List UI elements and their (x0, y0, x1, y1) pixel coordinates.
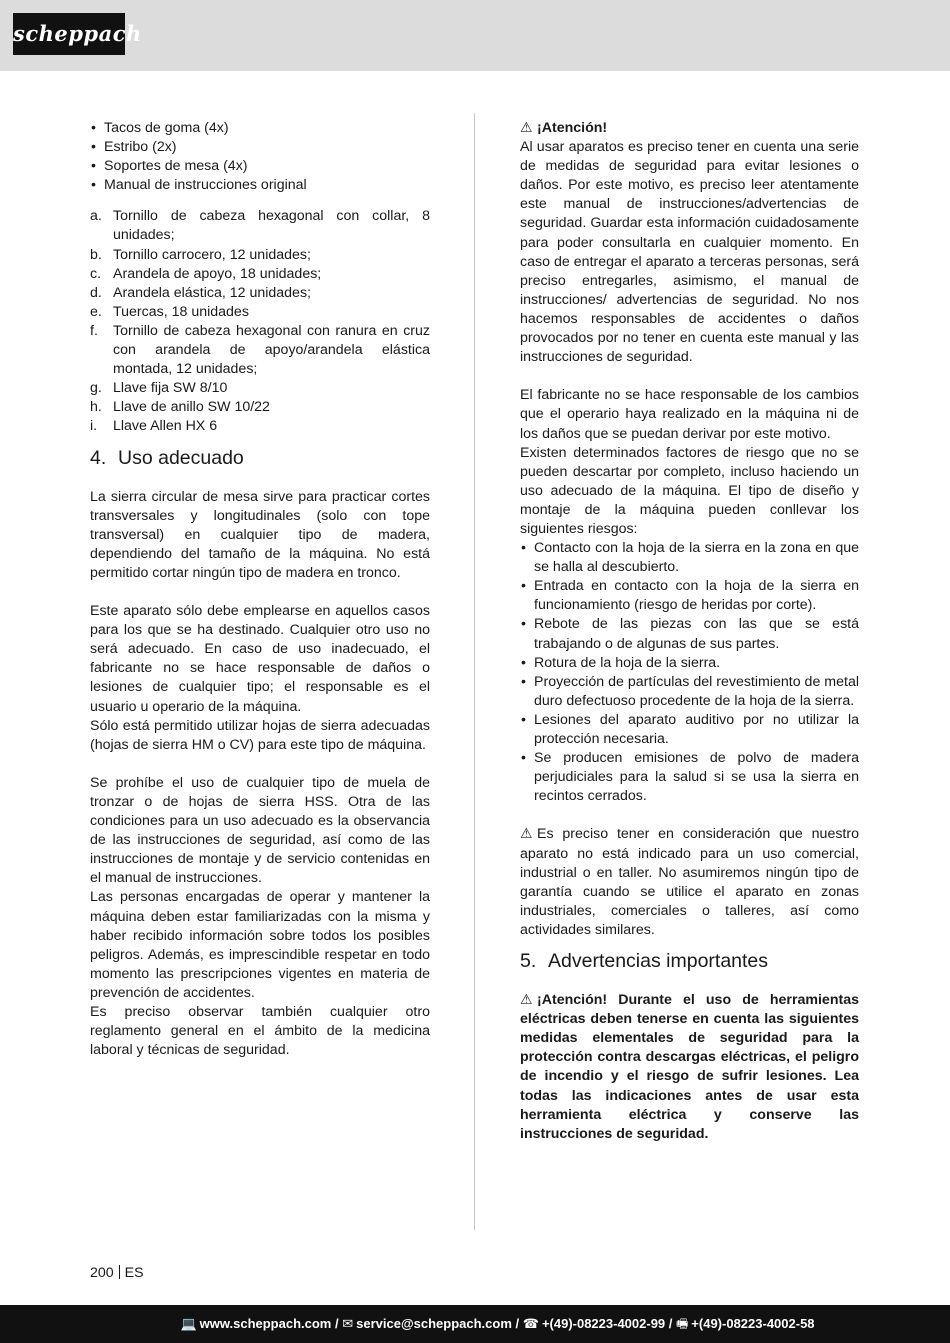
list-item: f. Tornillo de cabeza hexagonal con ranura en cruz con arandela de apoyo/arandela elástica montada, 12 unidades; (90, 322, 430, 378)
paragraph: La sierra circular de mesa sirve para practicar cortes transversales y longitudinales (solo con tope transversal) en cualquier tipo de madera, dependiendo del tamaño de la máquina. No está permitido cortar ningún tipo de madera en tronco. (90, 488, 430, 581)
warning-icon: ⚠ (520, 992, 533, 1009)
mail-icon: ✉ (342, 1316, 354, 1331)
paragraph: Se prohíbe el uso de cualquier tipo de muela de tronzar o de hojas de sierra HSS. Otra de las condiciones para un uso adecuado es la observancia de las instrucciones de seguridad, así como de las instrucciones de montaje y de servicio contenidas en el manual de instrucciones. (90, 774, 430, 887)
list-item: • Entrada en contacto con la hoja de la sierra en funcionamiento (riesgo de heridas por corte). (520, 577, 859, 615)
right-column (520, 119, 859, 1144)
fax-number: +(49)-08223-4002-58 (691, 1316, 815, 1331)
parts-list (90, 207, 430, 436)
list-item: • Rebote de las piezas con las que se está trabajando o de algunas de sus partes. (520, 615, 859, 653)
list-item: b. Tornillo carrocero, 12 unidades; (90, 246, 311, 263)
list-item: e. Tuercas, 18 unidades (90, 303, 249, 320)
page-number: 200 ES (90, 1265, 144, 1281)
list-item: d. Arandela elástica, 12 unidades; (90, 284, 311, 301)
list-item: h. Llave de anillo SW 10/22 (90, 399, 270, 416)
list-item: g. Llave fija SW 8/10 (90, 380, 228, 397)
paragraph: ⚠ Es preciso tener en consideración que nuestro aparato no está indicado para un uso comercial, industrial o en taller. No asumiremos ningún tipo de garantía cuando se utilice el aparato en zonas industriales, comerciales o talleres, así como actividades similares. (520, 826, 859, 938)
list-item: c. Arandela de apoyo, 18 unidades; (90, 265, 322, 282)
column-divider (474, 113, 475, 1230)
list-item: i. Llave Allen HX 6 (90, 418, 218, 435)
paragraph: El fabricante no se hace responsable de los cambios que el operario haya realizado en la máquina ni de los daños que se puedan derivar por este motivo. (520, 387, 859, 442)
computer-icon: 💻 (180, 1316, 197, 1331)
list-item: • Estribo (2x) (90, 138, 430, 157)
paragraph: Al usar aparatos es preciso tener en cuenta una serie de medidas de seguridad para evitar lesiones o daños. Por este motivo, es preciso leer atentamente este manual de instrucciones/advertencias de seguridad. Guardar esta información cuidadosamente para poder consultarla en cualquier momento. En caso de entregar el aparato a terceras personas, será preciso entregarles, asimismo, el manual de instrucciones/ advertencias de seguridad. No nos hacemos responsables de accidentes o daños provocados por no tener en cuenta este manual y las instrucciones de seguridad. (520, 139, 859, 366)
paragraph: Las personas encargadas de operar y mantener la máquina deben estar familiarizadas con la misma y haber recibido información sobre todos los posibles peligros. Además, es imprescindible respetar en todo momento las prescripciones vigentes en materia de prevención de accidentes. (90, 889, 430, 1001)
scheppach-logo: scheppach (13, 13, 125, 55)
risk-list (520, 539, 859, 806)
paragraph: Es preciso observar también cualquier otro reglamento general en el ámbito de la medicina laboral y técnicas de seguridad. (90, 1004, 430, 1059)
list-item: • Contacto con la hoja de la sierra en la zona en que se halla al descubierto. (520, 539, 859, 577)
paragraph: Sólo está permitido utilizar hojas de sierra adecuadas (hojas de sierra HM o CV) para este tipo de máquina. (90, 717, 430, 753)
attention-heading: ⚠ ¡Atención! (520, 119, 859, 138)
safety-warning: ⚠ ¡Atención! Durante el uso de herramientas eléctricas deben tenerse en cuenta las siguientes medidas elementales de seguridad para la protección contra descargas eléctricas, el peligro de incendio y el riesgo de sufrir lesiones. Lea todas las indicaciones antes de usar esta herramienta eléctrica y conserve las instrucciones de seguridad. (520, 992, 859, 1142)
paragraph: Existen determinados factores de riesgo que no se pueden descartar por completo, incluso haciendo un uso adecuado de la máquina. El tipo de diseño y montaje de la máquina pueden conllevar los siguientes riesgos: (520, 444, 859, 537)
left-column (90, 119, 430, 1060)
warning-icon: ⚠ (520, 826, 533, 843)
page-header (0, 0, 950, 71)
warning-icon: ⚠ (520, 120, 533, 136)
list-item: • Manual de instrucciones original (90, 176, 430, 195)
accessory-list (90, 119, 430, 195)
page-footer (0, 1305, 950, 1343)
page-separator (119, 1265, 120, 1279)
section-4-heading: 4. Uso adecuado (90, 446, 244, 469)
section-5-heading: 5. Advertencias importantes (520, 950, 769, 973)
list-item: • Se producen emisiones de polvo de madera perjudiciales para la salud si se usa la sierra en recintos cerrados. (520, 749, 859, 806)
list-item: • Proyección de partículas del revestimiento de metal duro defectuoso procedente de la hoja de la sierra. (520, 673, 859, 711)
phone-number: +(49)-08223-4002-99 / (541, 1316, 673, 1331)
email-link[interactable]: service@scheppach.com / (356, 1316, 520, 1331)
list-item: • Tacos de goma (4x) (90, 119, 430, 138)
list-item: • Rotura de la hoja de la sierra. (520, 654, 859, 673)
list-item: a. Tornillo de cabeza hexagonal con collar, 8 unidades; (90, 208, 430, 244)
list-item: • Soportes de mesa (4x) (90, 157, 430, 176)
paragraph: Este aparato sólo debe emplearse en aquellos casos para los que se ha destinado. Cualquier otro uso no será adecuado. En caso de uso inadecuado, el fabricante no se hace responsable de daños o lesiones de cualquier tipo; el responsable es el usuario u operario de la máquina. (90, 603, 430, 715)
fax-icon: 🖷 (676, 1316, 689, 1331)
website-link[interactable]: www.scheppach.com / (199, 1316, 339, 1331)
phone-icon: ☎ (522, 1316, 539, 1331)
list-item: • Lesiones del aparato auditivo por no utilizar la protección necesaria. (520, 711, 859, 749)
